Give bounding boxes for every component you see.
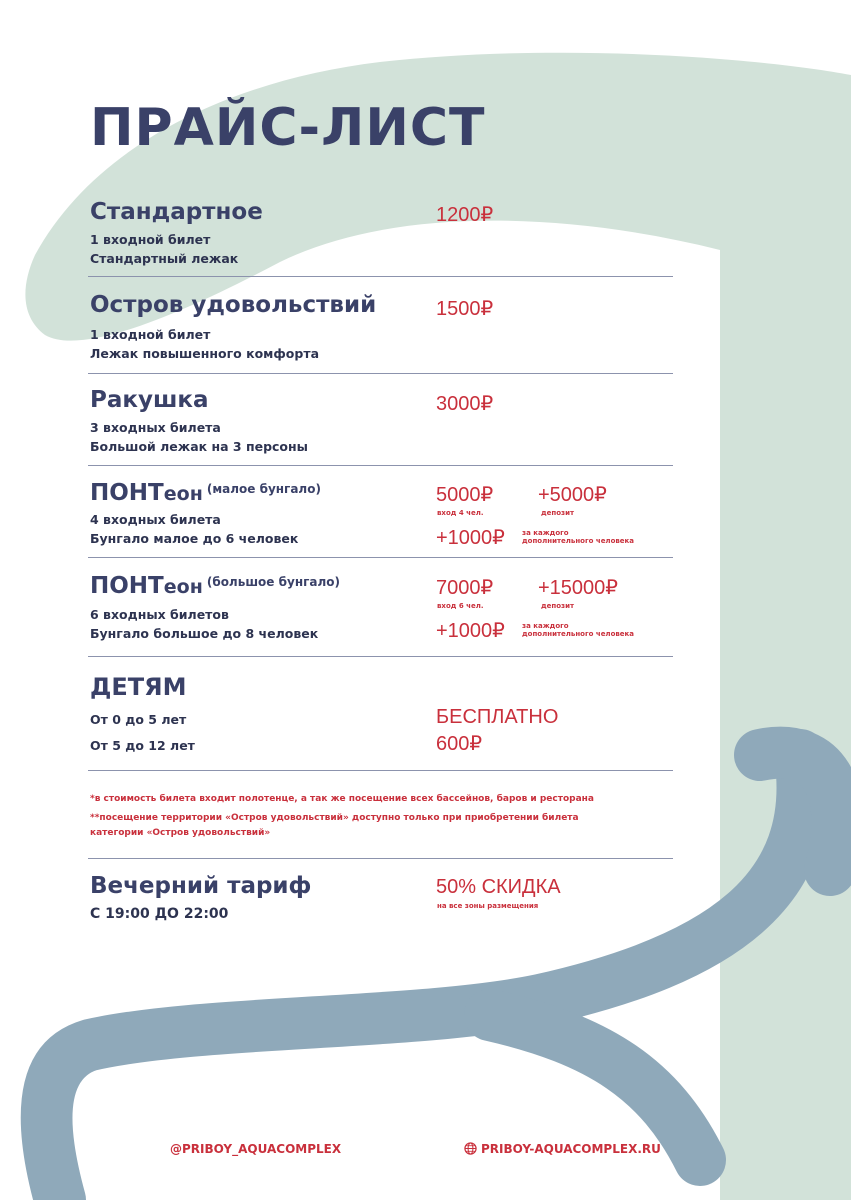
divider (88, 858, 673, 859)
tariff-ponteon-large-line-1: 6 входных билетов (90, 607, 229, 622)
tariff-ponteon-large-price: 7000₽ (436, 577, 494, 599)
divider (88, 770, 673, 771)
divider (88, 465, 673, 466)
page-title: ПРАЙС-ЛИСТ (90, 98, 486, 158)
tariff-ponteon-small-price-note: вход 4 чел. (437, 509, 484, 517)
website-link[interactable] (464, 1142, 661, 1158)
tariff-ponteon-small-deposit: +5000₽ (538, 484, 607, 506)
tariff-island-name: Остров удовольствий (90, 292, 377, 318)
globe-icon (464, 1142, 477, 1158)
divider (88, 373, 673, 374)
instagram-link[interactable]: @PRIBOY_AQUACOMPLEX (170, 1142, 342, 1156)
footnote-3: категории «Остров удовольствий» (90, 828, 271, 838)
tariff-ponteon-small-extra-note-1: за каждого (522, 529, 569, 537)
tariff-ponteon-large-note: (большое бунгало) (206, 575, 340, 589)
tariff-island-line-1: 1 входной билет (90, 327, 211, 342)
tariff-ponteon-large-price-note: вход 6 чел. (437, 602, 484, 610)
tariff-ponteon-small-line-2: Бунгало малое до 6 человек (90, 531, 299, 546)
tariff-ponteon-small-deposit-note: депозит (541, 509, 575, 517)
tariff-ponteon-large-name-main: ПОНТ (90, 573, 164, 599)
kids-price-1: БЕСПЛАТНО (436, 706, 559, 728)
tariff-ponteon-large-deposit-note: депозит (541, 602, 575, 610)
kids-title: ДЕТЯМ (90, 673, 187, 701)
website-text: PRIBOY-AQUACOMPLEX.RU (481, 1142, 661, 1156)
evening-discount-note: на все зоны размещения (437, 902, 539, 910)
tariff-standard-line-1: 1 входной билет (90, 232, 211, 247)
tariff-ponteon-small-note: (малое бунгало) (206, 482, 321, 496)
tariff-shell-line-2: Большой лежак на 3 персоны (90, 439, 308, 454)
tariff-ponteon-small-price: 5000₽ (436, 484, 494, 506)
tariff-ponteon-large-name-suffix: еон (163, 576, 203, 598)
tariff-shell-price: 3000₽ (436, 393, 494, 415)
evening-name: Вечерний тариф (90, 873, 312, 899)
tariff-ponteon-large-deposit: +15000₽ (538, 577, 619, 599)
tariff-ponteon-large-line-2: Бунгало большое до 8 человек (90, 626, 319, 641)
tariff-island-price: 1500₽ (436, 298, 494, 320)
tariff-standard-line-2: Стандартный лежак (90, 251, 239, 266)
tariff-ponteon-small-name (90, 480, 321, 506)
divider (88, 656, 673, 657)
tariff-ponteon-large-extra-note-1: за каждого (522, 622, 569, 630)
tariff-ponteon-large-extra-note-2: дополнительного человека (522, 630, 635, 638)
tariff-standard-price: 1200₽ (436, 204, 494, 226)
kids-price-2: 600₽ (436, 733, 483, 755)
tariff-shell-line-1: 3 входных билета (90, 420, 221, 435)
tariff-ponteon-small-extra: +1000₽ (436, 527, 505, 549)
footnote-1: *в стоимость билета входит полотенце, а так же посещение всех бассейнов, баров и ресторана (90, 794, 594, 804)
tariff-ponteon-small-name-main: ПОНТ (90, 480, 164, 506)
tariff-shell-name: Ракушка (90, 387, 209, 413)
tariff-ponteon-large-name (90, 573, 340, 599)
kids-age-2: От 5 до 12 лет (90, 738, 195, 753)
footnote-2: **посещение территории «Остров удовольствий» доступно только при приобретении билета (90, 813, 579, 823)
divider (88, 276, 673, 277)
tariff-ponteon-small-extra-note-2: дополнительного человека (522, 537, 635, 545)
evening-time: С 19:00 ДО 22:00 (90, 906, 229, 922)
tariff-ponteon-small-line-1: 4 входных билета (90, 512, 221, 527)
tariff-ponteon-small-name-suffix: еон (163, 483, 203, 505)
tariff-ponteon-large-extra: +1000₽ (436, 620, 505, 642)
tariff-island-line-2: Лежак повышенного комфорта (90, 346, 319, 361)
evening-discount: 50% СКИДКА (436, 876, 561, 898)
tariff-standard-name: Стандартное (90, 199, 263, 225)
kids-age-1: От 0 до 5 лет (90, 712, 187, 727)
divider (88, 557, 673, 558)
